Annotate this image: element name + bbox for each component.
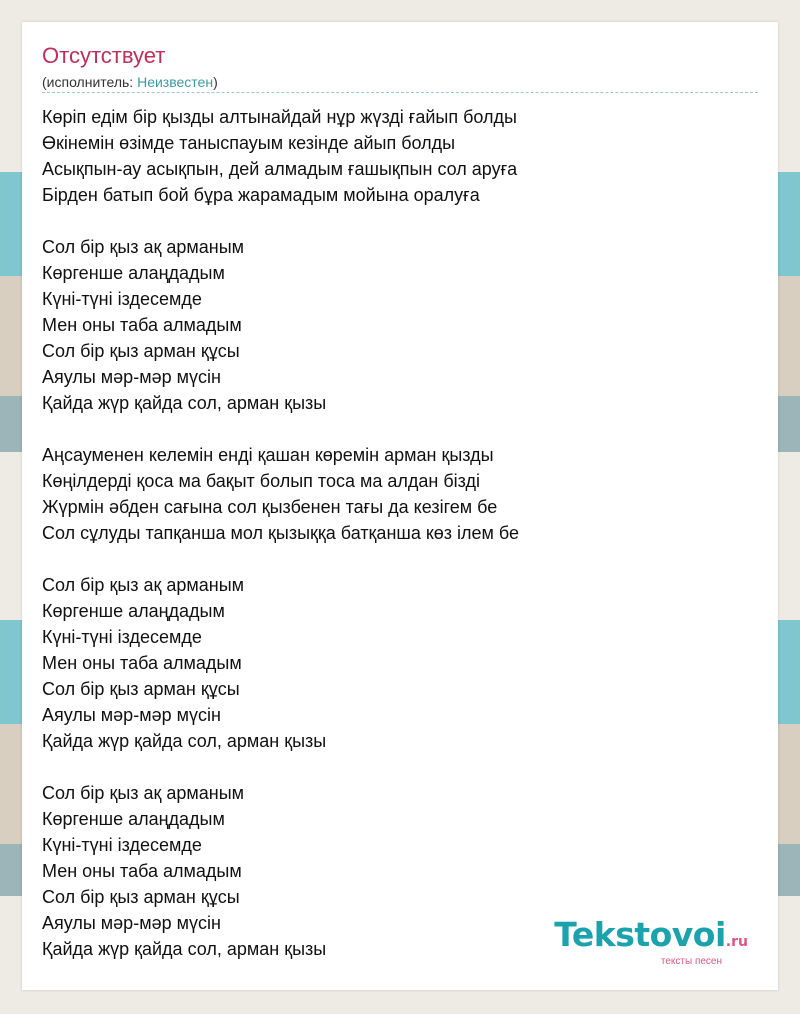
lyric-line: Өкінемін өзімде таныспауым кезінде айып болды <box>42 133 456 153</box>
lyric-line: Сол сұлуды тапқанша мол қызыққа батқанша көз ілем бе <box>42 523 519 543</box>
lyric-line: Көріп едім бір қызды алтынайдай нұр жүзді ғайып болды <box>42 107 517 127</box>
stanza-gap <box>42 754 758 780</box>
lyric-line: Көргенше алаңдадым <box>42 809 225 829</box>
lyric-line: Сол бір қыз арман құсы <box>42 887 240 907</box>
lyric-line: Аңсауменен келемін енді қашан көремін арман қызды <box>42 445 494 465</box>
logo-tagline: тексты песен <box>660 956 722 967</box>
lyric-line: Сол бір қыз ақ арманым <box>42 783 245 803</box>
stanza-gap <box>42 546 758 572</box>
lyric-line: Аяулы мәр-мәр мүсін <box>42 913 221 933</box>
lyric-line: Аяулы мәр-мәр мүсін <box>42 705 221 725</box>
lyric-line: Көңілдерді қоса ма бақыт болып тоса ма алдан бізді <box>42 471 481 491</box>
site-logo[interactable] <box>554 915 748 968</box>
lyric-line: Бірден батып бой бұра жарамадым мойына оралуға <box>42 185 480 205</box>
lyric-line: Күні-түні іздесемде <box>42 835 202 855</box>
lyric-line: Асықпын-ау асықпын, дей алмадым ғашықпын сол аруға <box>42 159 518 179</box>
lyric-line: Мен оны таба алмадым <box>42 861 242 881</box>
artist-line <box>42 73 218 91</box>
lyrics-text <box>42 104 758 962</box>
artist-prefix: (исполнитель: <box>42 74 138 90</box>
artist-suffix: ) <box>213 74 218 90</box>
stanza-gap <box>42 416 758 442</box>
lyric-line: Көргенше алаңдадым <box>42 601 225 621</box>
lyric-line: Мен оны таба алмадым <box>42 653 242 673</box>
song-title: Отсутствует <box>42 43 166 68</box>
lyric-line: Сол бір қыз арман құсы <box>42 341 240 361</box>
lyric-line: Аяулы мәр-мәр мүсін <box>42 367 221 387</box>
lyric-line: Күні-түні іздесемде <box>42 627 202 647</box>
lyric-line: Сол бір қыз арман құсы <box>42 679 240 699</box>
lyric-line: Қайда жүр қайда сол, арман қызы <box>42 393 327 413</box>
lyric-line: Көргенше алаңдадым <box>42 263 225 283</box>
lyric-line: Қайда жүр қайда сол, арман қызы <box>42 731 327 751</box>
logo-name: Tekstovoi <box>554 915 726 954</box>
lyric-line: Қайда жүр қайда сол, арман қызы <box>42 939 327 959</box>
lyric-line: Мен оны таба алмадым <box>42 315 242 335</box>
logo-tld: .ru <box>725 934 748 950</box>
lyric-line: Сол бір қыз ақ арманым <box>42 575 245 595</box>
lyric-line: Сол бір қыз ақ арманым <box>42 237 245 257</box>
artist-link[interactable]: Неизвестен <box>137 74 214 90</box>
lyric-line: Күні-түні іздесемде <box>42 289 202 309</box>
stanza-gap <box>42 208 758 234</box>
lyrics-card <box>22 22 778 990</box>
lyric-line: Жүрмін әбден сағына сол қызбенен тағы да кезігем бе <box>42 497 498 517</box>
title-divider <box>42 92 758 93</box>
